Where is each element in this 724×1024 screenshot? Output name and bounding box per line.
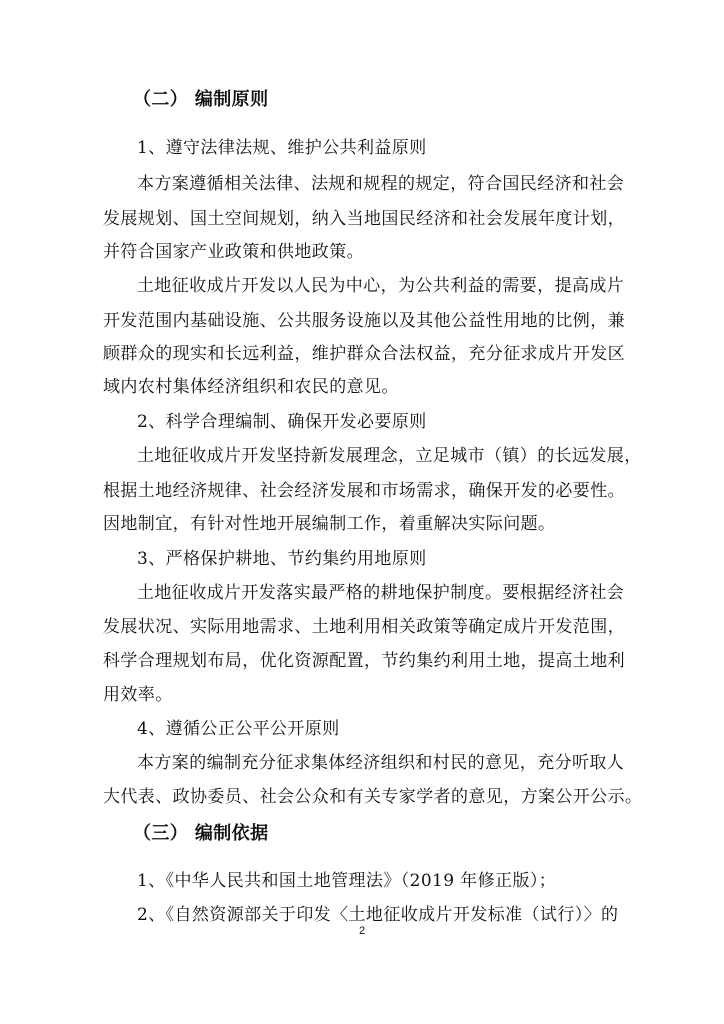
paragraph-line: 本方案遵循相关法律、法规和规程的规定，符合国民经济和社会 [137, 174, 625, 194]
principle-4-title: 4、遵循公正公平公开原则 [137, 719, 340, 739]
section-heading-principles: （二） 编制原则 [133, 89, 269, 110]
paragraph-line: 用效率。 [103, 685, 173, 705]
paragraph-line: 土地征收成片开发以人民为中心，为公共利益的需要，提高成片 [137, 276, 625, 296]
principle-1-title: 1、遵守法律法规、维护公共利益原则 [137, 138, 427, 158]
paragraph-line: 土地征收成片开发落实最严格的耕地保护制度。要根据经济社会 [137, 583, 625, 603]
paragraph-line: 发展规划、国土空间规划，纳入当地国民经济和社会发展年度计划， [103, 209, 625, 229]
paragraph-line: 顾群众的现实和长远利益，维护群众合法权益，充分征求成片开发区 [103, 344, 625, 364]
page-number: 2 [358, 925, 366, 937]
paragraph-line: 根据土地经济规律、社会经济发展和市场需求，确保开发的必要性。 [103, 481, 625, 501]
basis-item-1: 1、《中华人民共和国土地管理法》（2019 年修正版）； [137, 871, 557, 891]
paragraph-line: 科学合理规划布局，优化资源配置，节约集约利用土地，提高土地利 [103, 651, 625, 671]
principle-3-title: 3、严格保护耕地、节约集约用地原则 [137, 549, 427, 569]
paragraph-line: 开发范围内基础设施、公共服务设施以及其他公益性用地的比例，兼 [103, 311, 625, 331]
paragraph-line: 发展状况、实际用地需求、土地利用相关政策等确定成片开发范围， [103, 617, 625, 637]
principle-2-title: 2、科学合理编制、确保开发必要原则 [137, 412, 427, 432]
paragraph-line: 并符合国家产业政策和供地政策。 [103, 242, 364, 262]
paragraph-line: 因地制宜，有针对性地开展编制工作，着重解决实际问题。 [103, 514, 556, 534]
paragraph-line: 本方案的编制充分征求集体经济组织和村民的意见，充分听取人 [137, 753, 625, 773]
section-heading-basis: （三） 编制依据 [133, 823, 269, 844]
paragraph-line: 土地征收成片开发坚持新发展理念，立足城市（镇）的长远发展， [137, 446, 642, 466]
paragraph-line: 大代表、政协委员、社会公众和有关专家学者的意见，方案公开公示。 [103, 787, 643, 807]
basis-item-2: 2、《自然资源部关于印发〈土地征收成片开发标准（试行）〉的 [137, 905, 619, 925]
paragraph-line: 域内农村集体经济组织和农民的意见。 [103, 377, 399, 397]
